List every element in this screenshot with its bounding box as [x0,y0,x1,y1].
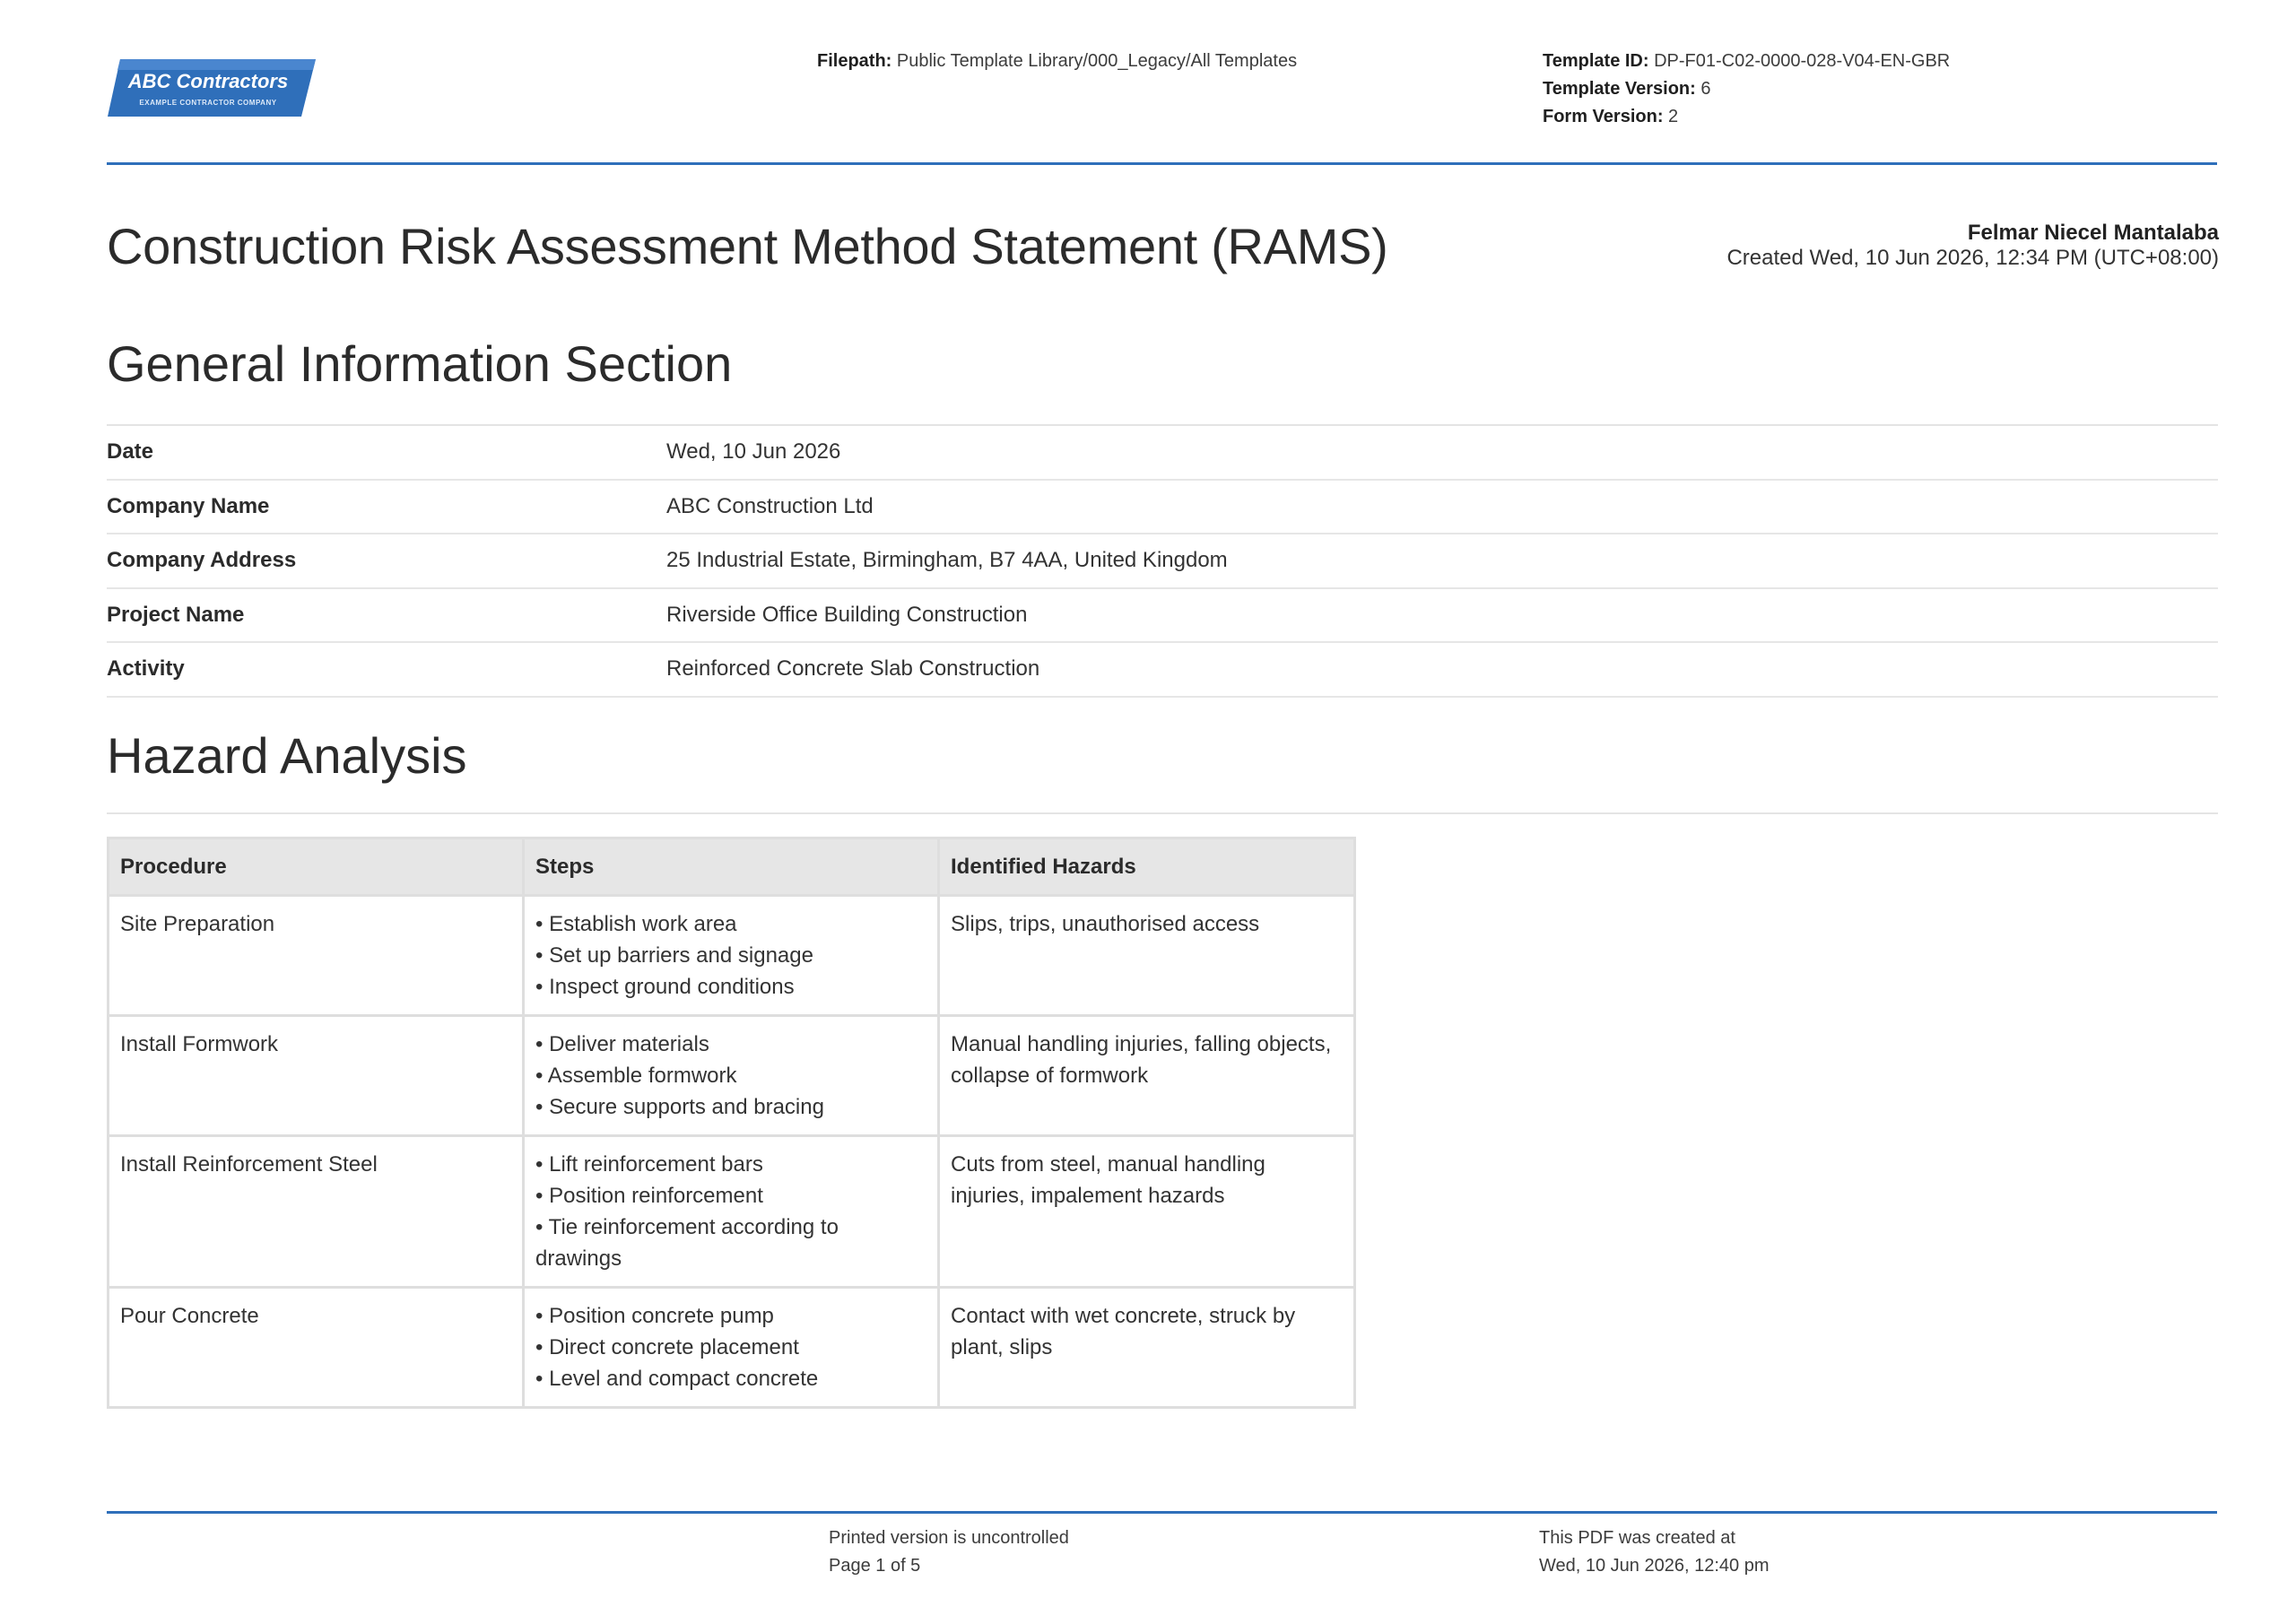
table-row [109,1016,1355,1136]
hazard-section-title: Hazard Analysis [107,727,467,784]
author-name: Felmar Niecel Mantalaba [1967,221,2219,245]
pdf-created-value: Wed, 10 Jun 2026, 12:40 pm [1539,1556,1770,1576]
step-item: • Secure supports and bracing [535,1095,824,1119]
column-header-hazards: Identified Hazards [939,838,1355,896]
hazard-section-divider [107,812,2218,814]
general-info-list [107,426,2218,698]
procedure-cell: Pour Concrete [109,1288,524,1408]
info-row-company-address [107,534,2218,589]
step-item: • Inspect ground conditions [535,975,795,999]
table-row [109,896,1355,1016]
step-item: • Lift reinforcement bars [535,1152,763,1177]
steps-cell [524,1016,939,1136]
column-header-steps: Steps [524,838,939,896]
step-item: • Establish work area [535,912,737,936]
procedure-cell: Install Formwork [109,1016,524,1136]
step-item: • Deliver materials [535,1032,709,1056]
logo-tagline: EXAMPLE CONTRACTOR COMPANY [139,99,277,107]
info-value: Wed, 10 Jun 2026 [666,439,841,465]
page-number: Page 1 of 5 [829,1556,921,1576]
info-row-project-name [107,589,2218,644]
template-version-label: Template Version: [1543,79,1696,99]
hazards-cell: Cuts from steel, manual handling injuries, impalement hazards [939,1136,1355,1288]
author-block [1726,221,2219,271]
form-version-label: Form Version: [1543,107,1664,126]
info-label: Company Address [107,548,297,573]
info-value: ABC Construction Ltd [666,493,874,518]
template-version-value: 6 [1700,79,1711,99]
header-divider [107,162,2217,165]
general-section-title: General Information Section [107,335,733,392]
info-value: Riverside Office Building Construction [666,602,1028,627]
hazards-cell: Manual handling injuries, falling objects, collapse of formwork [939,1016,1355,1136]
procedure-cell: Install Reinforcement Steel [109,1136,524,1288]
steps-cell [524,1288,939,1408]
steps-cell [524,1136,939,1288]
template-id-label: Template ID: [1543,51,1649,71]
footer-created-info [1539,1524,1769,1580]
step-item: • Position concrete pump [535,1304,774,1328]
hazards-cell: Contact with wet concrete, struck by plant, slips [939,1288,1355,1408]
step-item: • Level and compact concrete [535,1367,819,1391]
column-header-procedure: Procedure [109,838,524,896]
uncontrolled-notice: Printed version is uncontrolled [829,1528,1069,1548]
pdf-created-label: This PDF was created at [1539,1528,1735,1548]
step-item: • Position reinforcement [535,1184,763,1208]
footer-divider [107,1511,2217,1514]
filepath-value: Public Template Library/000_Legacy/All Templates [896,51,1298,71]
logo-name: ABC Contractors [127,70,289,92]
info-row-company-name [107,481,2218,535]
template-id-value: DP-F01-C02-0000-028-V04-EN-GBR [1654,51,1951,71]
document-title: Construction Risk Assessment Method Statement (RAMS) [107,218,1388,274]
created-timestamp: Created Wed, 10 Jun 2026, 12:34 PM (UTC+08:00) [1726,246,2219,270]
step-item: • Assemble formwork [535,1064,737,1088]
template-info-block [1543,48,1950,131]
filepath-label: Filepath: [817,51,892,71]
table-row [109,1288,1355,1408]
filepath-block [817,48,1297,75]
form-version-value: 2 [1668,107,1679,126]
info-label: Project Name [107,602,245,627]
info-label: Date [107,439,154,465]
info-row-date [107,426,2218,481]
company-logo [108,57,316,118]
logo-badge-icon [108,57,316,118]
info-row-activity [107,643,2218,698]
step-item: • Tie reinforcement according to drawings [535,1215,839,1271]
info-label: Activity [107,656,185,682]
footer-page-info [829,1524,1069,1580]
info-label: Company Name [107,493,270,518]
info-value: Reinforced Concrete Slab Construction [666,656,1040,682]
step-item: • Set up barriers and signage [535,943,813,968]
steps-cell [524,896,939,1016]
hazards-cell: Slips, trips, unauthorised access [939,896,1355,1016]
table-row [109,1136,1355,1288]
info-value: 25 Industrial Estate, Birmingham, B7 4AA, United Kingdom [666,548,1228,573]
procedure-cell: Site Preparation [109,896,524,1016]
step-item: • Direct concrete placement [535,1335,799,1359]
hazard-table [107,837,1356,1409]
table-header-row [109,838,1355,896]
